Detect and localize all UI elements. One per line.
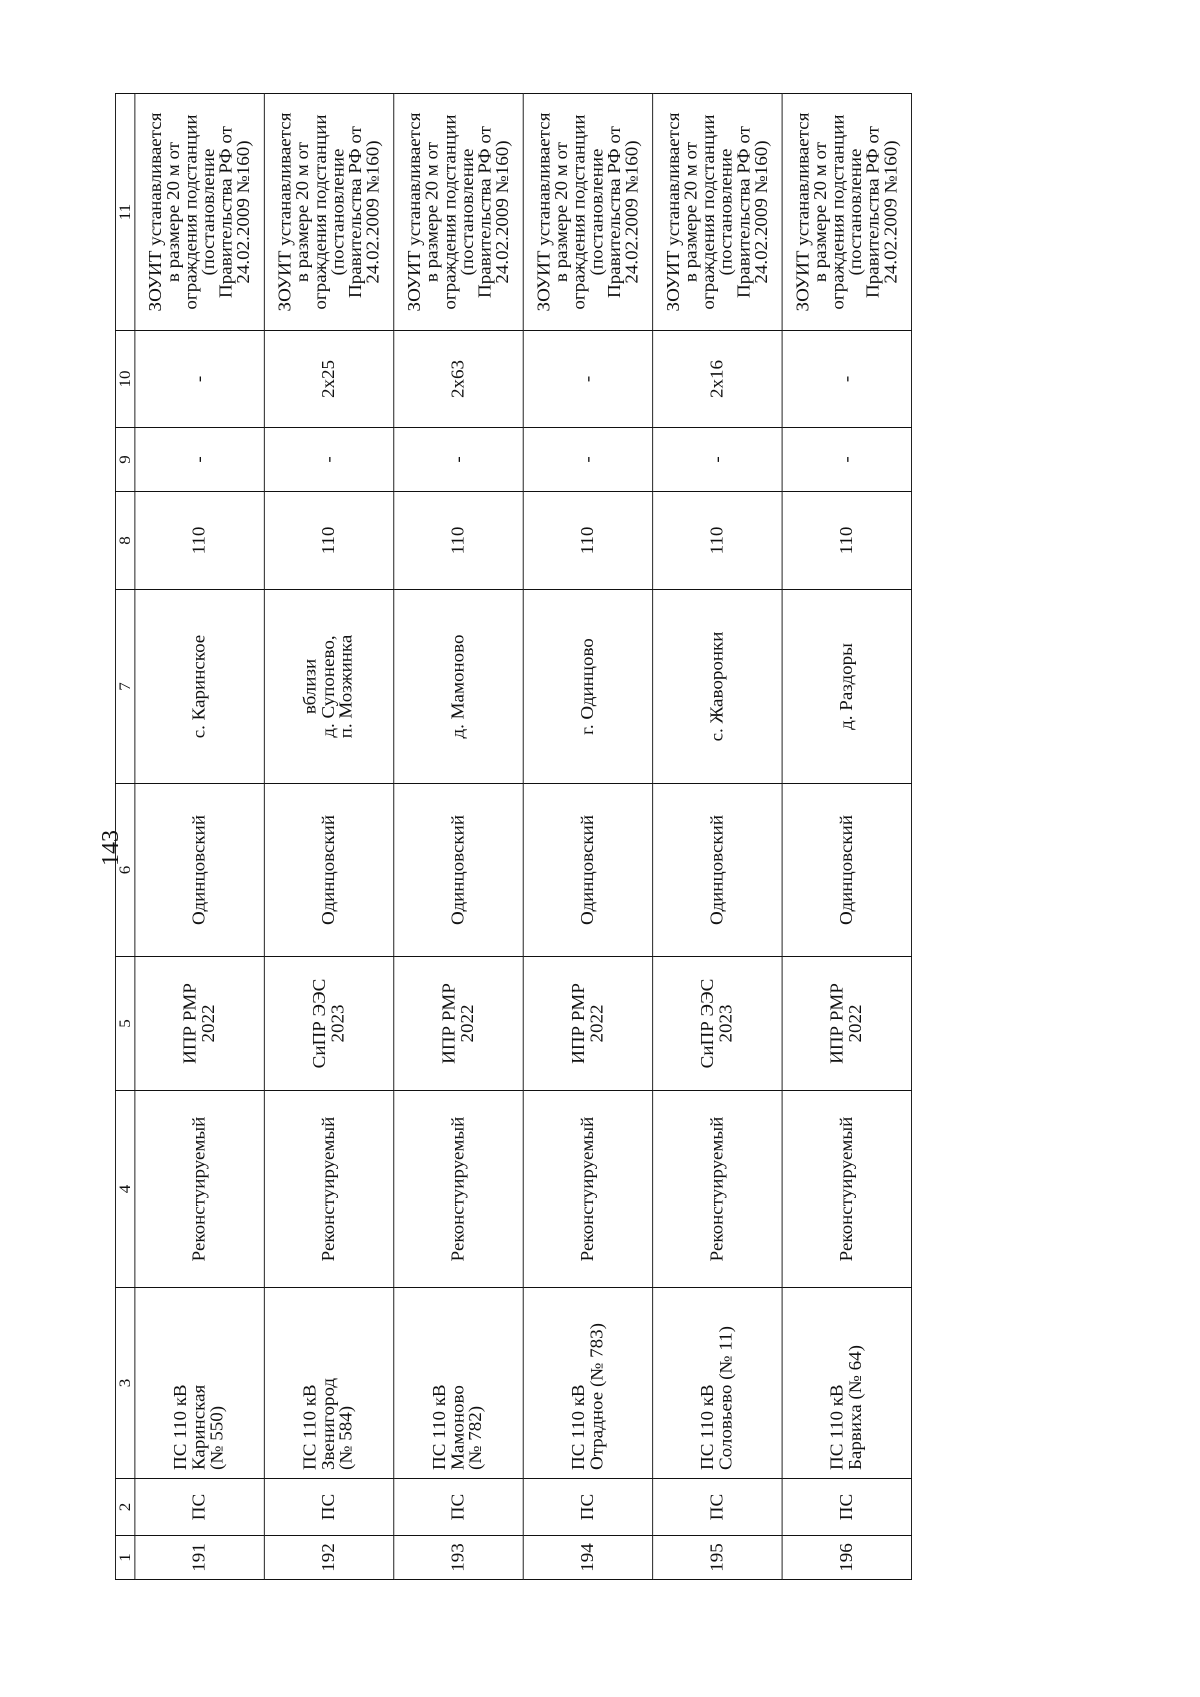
cell-line: (№ 782) <box>466 1405 486 1470</box>
cell-line: ПС 110 кВ <box>569 1384 589 1470</box>
cell-object-name <box>135 1288 264 1479</box>
cell-line: (постановление <box>457 148 477 276</box>
cell-object-type: ПС <box>653 1479 782 1536</box>
cell-line: в размере 20 м от <box>681 141 701 283</box>
cell-line: п. Мозжинка <box>337 634 357 739</box>
cell-line: СиПР ЭЭС <box>698 978 718 1069</box>
cell-status: Реконстуируемый <box>782 1091 911 1288</box>
cell-location <box>264 590 393 784</box>
table-row <box>135 94 264 1580</box>
column-header: 9 <box>115 428 134 492</box>
cell-district: Одинцовский <box>523 784 652 957</box>
cell-line: Звенигород <box>319 1377 339 1470</box>
cell-line: г. Одинцово <box>578 638 598 735</box>
cell-line: ЗОУИТ устанавливается <box>145 112 166 312</box>
table-body <box>135 94 912 1580</box>
cell-number: 195 <box>653 1536 782 1580</box>
cell-line: ЗОУИТ устанавливается <box>793 112 813 312</box>
cell-line: 2023 <box>716 1004 736 1043</box>
cell-line: (постановление <box>198 148 219 276</box>
cell-transformers: 2x16 <box>653 331 782 428</box>
cell-line: 24.02.2009 №160) <box>622 140 642 284</box>
cell-line: ПС 110 кВ <box>827 1384 848 1470</box>
cell-line: (постановление <box>845 148 866 276</box>
cell-transformers: 2x25 <box>264 331 393 428</box>
cell-line: 2022 <box>457 1004 477 1043</box>
table-row <box>394 94 523 1580</box>
cell-length: - <box>394 428 523 492</box>
column-header: 10 <box>115 331 134 428</box>
cell-line: ИПР РМР <box>180 983 201 1064</box>
cell-object-name <box>782 1288 911 1479</box>
cell-line: ограждения подстанции <box>698 114 719 310</box>
header-row <box>115 94 134 1580</box>
cell-line: 24.02.2009 №160) <box>363 140 383 284</box>
cell-status: Реконстуируемый <box>394 1091 523 1288</box>
cell-line: (постановление <box>587 148 607 276</box>
cell-object-name <box>264 1288 393 1479</box>
cell-line: в размере 20 м от <box>292 141 313 283</box>
cell-line: ЗОУИТ устанавливается <box>404 112 425 312</box>
cell-line: ИПР РМР <box>569 983 589 1064</box>
column-header: 2 <box>115 1479 134 1536</box>
cell-voltage: 110 <box>782 492 911 590</box>
cell-line: Барвиха (№ 64) <box>845 1345 866 1470</box>
cell-object-type: ПС <box>135 1479 264 1536</box>
table-row <box>264 94 393 1580</box>
cell-line: ограждения подстанции <box>828 114 848 310</box>
cell-line: 2022 <box>198 1004 219 1043</box>
cell-line: д. Супонево, <box>319 635 339 738</box>
cell-line: д. Раздоры <box>836 643 857 730</box>
cell-line: ограждения подстанции <box>569 114 589 310</box>
page-number: 143 <box>98 830 124 866</box>
cell-line: ПС 110 кВ <box>698 1384 718 1470</box>
column-header: 8 <box>115 492 134 590</box>
substations-table <box>115 93 912 1580</box>
cell-line: Правительства РФ от <box>863 126 883 298</box>
cell-line: 24.02.2009 №160) <box>492 140 513 284</box>
cell-line: ЗОУИТ устанавливается <box>534 112 554 312</box>
rotated-table-container <box>115 105 1132 1580</box>
cell-number: 192 <box>264 1536 393 1580</box>
cell-number: 196 <box>782 1536 911 1580</box>
cell-program <box>782 957 911 1091</box>
cell-line: 24.02.2009 №160) <box>751 140 771 284</box>
cell-district: Одинцовский <box>782 784 911 957</box>
cell-district: Одинцовский <box>135 784 264 957</box>
cell-length: - <box>653 428 782 492</box>
cell-status: Реконстуируемый <box>523 1091 652 1288</box>
cell-line: в размере 20 м от <box>422 141 442 283</box>
cell-voltage: 110 <box>523 492 652 590</box>
cell-district: Одинцовский <box>394 784 523 957</box>
cell-length: - <box>135 428 264 492</box>
cell-line: 2022 <box>845 1004 866 1043</box>
cell-line: (постановление <box>716 148 736 276</box>
cell-line: Правительства РФ от <box>475 126 495 298</box>
cell-zone-notes <box>653 94 782 331</box>
cell-transformers: - <box>782 331 911 428</box>
cell-line: с. Жаворонки <box>707 631 727 742</box>
cell-zone-notes <box>264 94 393 331</box>
cell-location <box>523 590 652 784</box>
column-header: 3 <box>115 1288 134 1479</box>
cell-object-name <box>653 1288 782 1479</box>
cell-zone-notes <box>135 94 264 331</box>
table-row <box>782 94 911 1580</box>
cell-line: ЗОУИТ устанавливается <box>275 112 295 312</box>
cell-line: ИПР РМР <box>439 983 460 1064</box>
cell-zone-notes <box>394 94 523 331</box>
cell-location <box>782 590 911 784</box>
cell-line: (постановление <box>328 148 348 276</box>
cell-status: Реконстуируемый <box>264 1091 393 1288</box>
cell-transformers: - <box>135 331 264 428</box>
column-header: 6 <box>115 784 134 957</box>
cell-district: Одинцовский <box>264 784 393 957</box>
cell-length: - <box>523 428 652 492</box>
column-header: 7 <box>115 590 134 784</box>
cell-object-name <box>523 1288 652 1479</box>
cell-line: в размере 20 м от <box>551 141 572 283</box>
cell-voltage: 110 <box>394 492 523 590</box>
cell-line: Мамоново <box>448 1385 469 1470</box>
cell-program <box>394 957 523 1091</box>
column-header: 11 <box>115 94 134 331</box>
cell-object-type: ПС <box>523 1479 652 1536</box>
column-header: 1 <box>115 1536 134 1580</box>
cell-line: 24.02.2009 №160) <box>881 140 901 284</box>
cell-zone-notes <box>782 94 911 331</box>
cell-line: Правительства РФ от <box>604 126 624 298</box>
cell-line: 2022 <box>587 1004 607 1043</box>
cell-line: ПС 110 кВ <box>301 1384 321 1470</box>
cell-program <box>653 957 782 1091</box>
cell-program <box>264 957 393 1091</box>
cell-line: 24.02.2009 №160) <box>233 140 254 284</box>
cell-number: 194 <box>523 1536 652 1580</box>
cell-transformers: 2x63 <box>394 331 523 428</box>
cell-location <box>135 590 264 784</box>
table-row <box>653 94 782 1580</box>
cell-line: ИПР РМР <box>827 983 848 1064</box>
cell-line: ограждения подстанции <box>181 114 201 310</box>
cell-voltage: 110 <box>653 492 782 590</box>
column-header: 5 <box>115 957 134 1091</box>
cell-line: (№ 584) <box>337 1405 357 1470</box>
cell-line: в размере 20 м от <box>163 141 183 283</box>
cell-line: Правительства РФ от <box>216 126 236 298</box>
cell-program <box>523 957 652 1091</box>
cell-location <box>653 590 782 784</box>
cell-number: 191 <box>135 1536 264 1580</box>
cell-line: с. Каринское <box>189 634 210 739</box>
cell-line: ПС 110 кВ <box>430 1384 451 1470</box>
cell-line: Каринская <box>189 1384 210 1470</box>
table-row <box>523 94 652 1580</box>
column-header: 4 <box>115 1091 134 1288</box>
cell-voltage: 110 <box>264 492 393 590</box>
cell-status: Реконстуируемый <box>135 1091 264 1288</box>
cell-line: ЗОУИТ устанавливается <box>663 112 684 312</box>
cell-object-type: ПС <box>394 1479 523 1536</box>
cell-status: Реконстуируемый <box>653 1091 782 1288</box>
cell-line: Правительства РФ от <box>345 126 366 298</box>
cell-line: (№ 550) <box>207 1405 228 1470</box>
cell-line: вблизи <box>301 658 321 715</box>
cell-length: - <box>264 428 393 492</box>
cell-program <box>135 957 264 1091</box>
cell-line: Соловьево (№ 11) <box>716 1326 736 1470</box>
cell-number: 193 <box>394 1536 523 1580</box>
cell-line: Отрадное (№ 783) <box>587 1323 607 1470</box>
cell-object-name <box>394 1288 523 1479</box>
cell-location <box>394 590 523 784</box>
cell-object-type: ПС <box>782 1479 911 1536</box>
cell-line: ограждения подстанции <box>439 114 460 310</box>
cell-voltage: 110 <box>135 492 264 590</box>
cell-zone-notes <box>523 94 652 331</box>
cell-length: - <box>782 428 911 492</box>
cell-line: Правительства РФ от <box>734 126 754 298</box>
cell-district: Одинцовский <box>653 784 782 957</box>
cell-transformers: - <box>523 331 652 428</box>
cell-object-type: ПС <box>264 1479 393 1536</box>
cell-line: ограждения подстанции <box>310 114 330 310</box>
cell-line: ПС 110 кВ <box>171 1384 192 1470</box>
cell-line: 2023 <box>328 1004 348 1043</box>
cell-line: СиПР ЭЭС <box>310 978 330 1069</box>
cell-line: в размере 20 м от <box>810 141 831 283</box>
cell-line: д. Мамоново <box>448 634 469 739</box>
